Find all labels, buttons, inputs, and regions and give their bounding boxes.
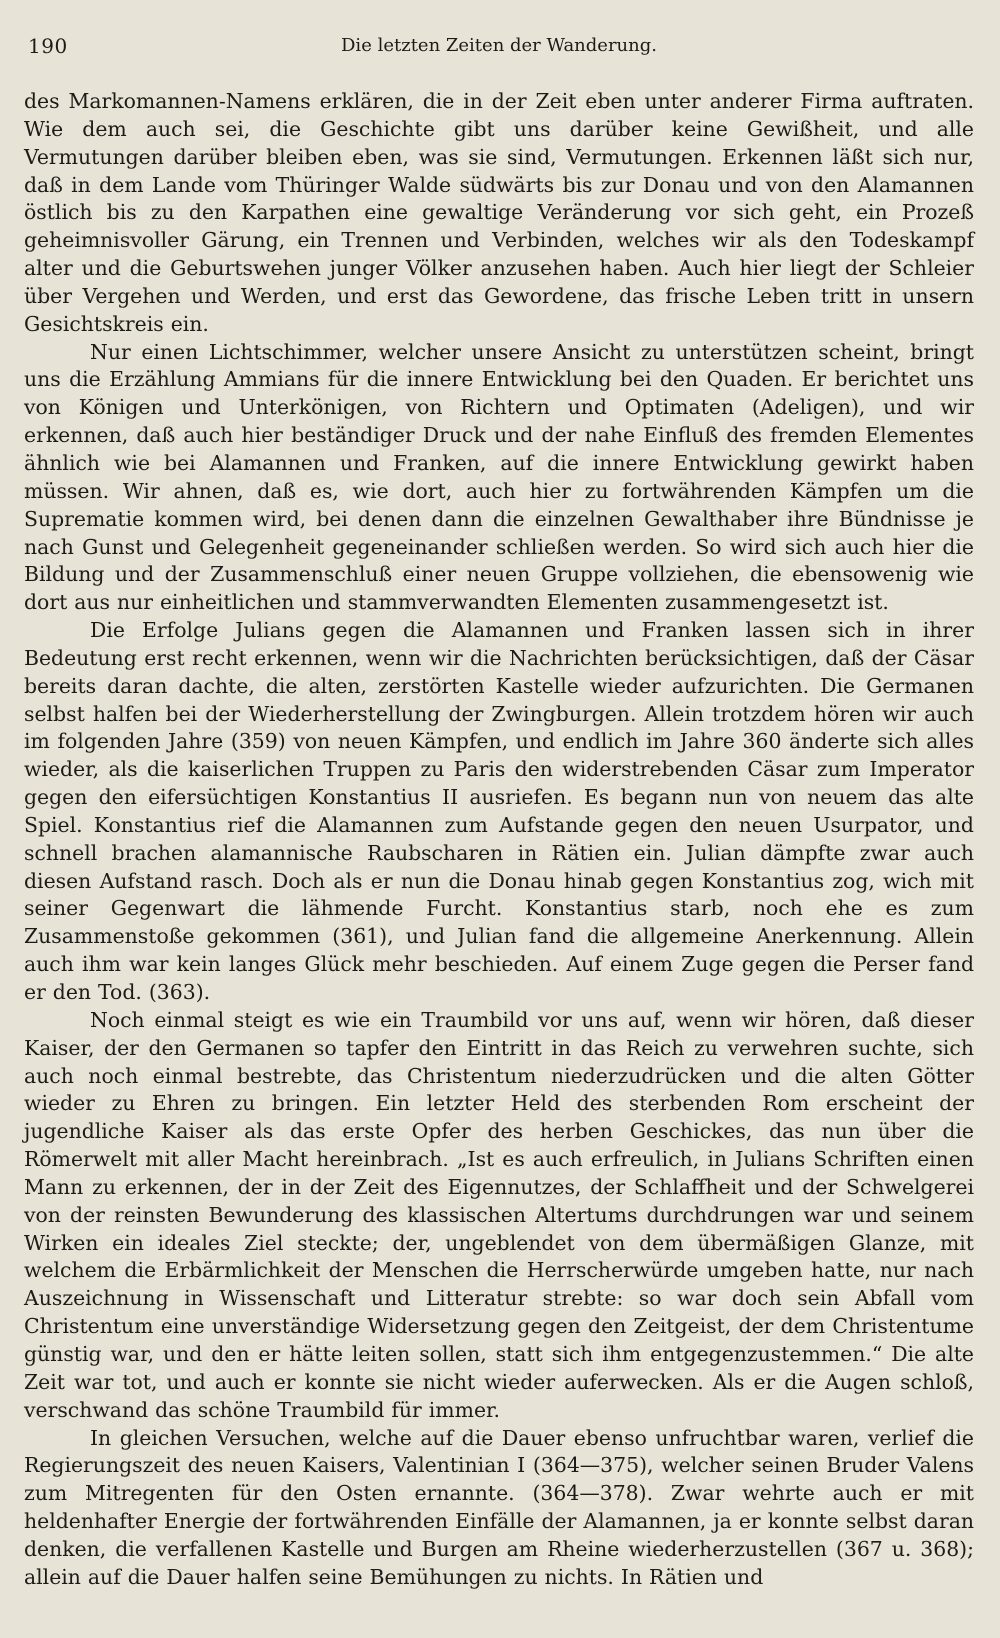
paragraph-2: Nur einen Lichtschimmer, welcher unsere Ansicht zu unterstützen scheint, bringt uns die Erzählung Ammians für die innere Entwicklung bei den Quaden. Er berichtet uns von Königen und Unterkönigen, von Richtern und Optimaten (Adeligen), und wir erkennen, daß auch hier beständiger Druck und der nahe Einfluß des fremden Elementes ähnlich wie bei Alamannen und Franken, auf die innere Entwicklung gewirkt haben müssen. Wir ahnen, daß es, wie dort, auch hier zu fortwährenden Kämpfen um die Suprematie kommen wird, bei denen dann die einzelnen Gewalthaber ihre Bündnisse je nach Gunst und Gelegenheit gegeneinander schließen werden. So wird sich auch hier die Bildung und der Zusammenschluß einer neuen Gruppe vollziehen, die ebensowenig wie dort aus nur einheitlichen und stammverwandten Elementen zusammengesetzt ist. bbox=[24, 339, 974, 615]
body-text bbox=[24, 88, 974, 1592]
paragraph-4: Noch einmal steigt es wie ein Traumbild vor uns auf, wenn wir hören, daß dieser Kaiser, der den Germanen so tapfer den Eintritt in das Reich zu verwehren suchte, sich auch noch einmal bestrebte, das Christentum niederzudrücken und die alten Götter wieder zu Ehren zu bringen. Ein letzter Held des sterbenden Rom erscheint der jugendliche Kaiser als das erste Opfer des herben Geschickes, das nun über die Römerwelt mit aller Macht hereinbrach. „Ist es auch erfreulich, in Julians Schriften einen Mann zu erkennen, der in der Zeit des Eigennutzes, der Schlaffheit und der Schwelgerei von der reinsten Bewunderung des klassischen Altertums durchdrungen war und seinem Wirken ein ideales Ziel steckte; der, ungeblendet von dem übermäßigen Glanze, mit welchem die Erbärmlichkeit der Menschen die Herrscherwürde umgeben hatte, nur nach Auszeichnung in Wissenschaft und Litteratur strebte: so war doch sein Abfall vom Christentum eine unverständige Widersetzung gegen den Zeitgeist, der dem Christentume günstig war, und den er hätte leiten sollen, statt sich ihm entgegenzustemmen.“ Die alte Zeit war tot, und auch er konnte sie nicht wieder auferwecken. Als er die Augen schloß, verschwand das schöne Traumbild für immer. bbox=[24, 1007, 974, 1422]
page-number: 190 bbox=[28, 34, 68, 58]
paragraph-3: Die Erfolge Julians gegen die Alamannen und Franken lassen sich in ihrer Bedeutung erst recht erkennen, wenn wir die Nachrichten berücksichtigen, daß der Cäsar bereits daran dachte, die alten, zerstörten Kastelle wieder aufzurichten. Die Germanen selbst halfen bei der Wiederherstellung der Zwingburgen. Allein trotzdem hören wir auch im folgenden Jahre (359) von neuen Kämpfen, und endlich im Jahre 360 änderte sich alles wieder, als die kaiserlichen Truppen zu Paris den widerstrebenden Cäsar zum Imperator gegen den eifersüchtigen Konstantius II ausriefen. Es begann nun von neuem das alte Spiel. Konstantius rief die Alamannen zum Aufstande gegen den neuen Usurpator, und schnell brachen alamannische Raubscharen in Rätien ein. Julian dämpfte zwar auch diesen Aufstand rasch. Doch als er nun die Donau hinab gegen Konstantius zog, wich mit seiner Gegenwart die lähmende Furcht. Konstantius starb, noch ehe es zum Zusammenstoße gekommen (361), und Julian fand die allgemeine Anerkennung. Allein auch ihm war kein langes Glück mehr beschieden. Auf einem Zuge gegen die Perser fand er den Tod. (363). bbox=[24, 618, 974, 1004]
page-header bbox=[24, 30, 974, 70]
paragraph-1: des Markomannen-Namens erklären, die in der Zeit eben unter anderer Firma auftraten. Wie dem auch sei, die Geschichte gibt uns darüber keine Gewißheit, und alle Vermutungen darüber bleiben eben, was sie sind, Vermutungen. Erkennen läßt sich nur, daß in dem Lande vom Thüringer Walde südwärts bis zur Donau und von den Alamannen östlich bis zu den Karpathen eine gewaltige Veränderung vor sich geht, ein Prozeß geheimnisvoller Gärung, ein Trennen und Verbinden, welches wir als den Todeskampf alter und die Geburtswehen junger Völker anzusehen haben. Auch hier liegt der Schleier über Vergehen und Werden, und erst das Gewordene, das frische Leben tritt in unsern Gesichtskreis ein. bbox=[24, 89, 974, 336]
paragraph-5: In gleichen Versuchen, welche auf die Dauer ebenso unfruchtbar waren, verlief die Regierungszeit des neuen Kaisers, Valentinian I (364—375), welcher seinen Bruder Valens zum Mitregenten für den Osten ernannte. (364—378). Zwar wehrte auch er mit heldenhafter Energie der fortwährenden Einfälle der Alamannen, ja er konnte selbst daran denken, die verfallenen Kastelle und Burgen am Rheine wiederherzustellen (367 u. 368); allein auf die Dauer halfen seine Bemühungen zu nichts. In Rätien und bbox=[24, 1425, 974, 1589]
running-head: Die letzten Zeiten der Wanderung. bbox=[341, 35, 657, 56]
